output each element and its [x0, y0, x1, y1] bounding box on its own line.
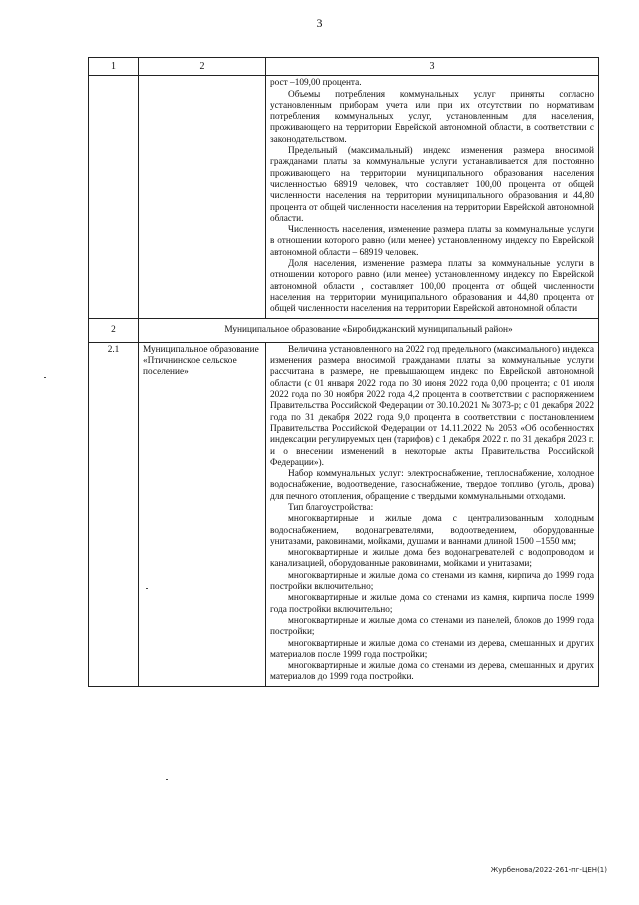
- scan-speck: [44, 377, 46, 378]
- paragraph: рост –109,00 процента.: [270, 78, 362, 89]
- paragraph: Доля населения, изменение размера платы за коммунальные услуги в отношении которого равно (или менее) установленному индексу по Еврейской автономной области , составляет 100,00 процента от общей численности населения на территории муниципального образования и 44,80 процента от общей численности населения на территории Еврейской автономной области: [270, 259, 594, 315]
- paragraph: Численность населения, изменение размера платы за коммунальные услуги в отношении которого равно (или менее) установленному индексу по Еврейской автономной области – 68919 человек.: [270, 225, 594, 258]
- paragraph: Предельный (максимальный) индекс изменения размера вносимой гражданами платы за коммунальные услуги устанавливается для постоянно проживающего на территории муниципального образования населения численностью 68919 человек, что составляет 100,00 процента от общей численности населения на территории муниципального образования и 44,80 процента от общей численности населения на территории Еврейской автономной области.: [270, 146, 594, 224]
- section-title: Муниципальное образование «Биробиджанский муниципальный район»: [139, 318, 599, 342]
- paragraph: многоквартирные и жилые дома без водонагревателей с водопроводом и канализацией, оборудованные раковинами, мойками и унитазами;: [270, 548, 594, 570]
- paragraph: многоквартирные и жилые дома с централизованным холодным водоснабжением, водонагревателями, водоотведением, оборудованные унитазами, раковинами, мойками, душами и ваннами длиной 1500 –1550 мм;: [270, 514, 594, 547]
- paragraph: многоквартирные и жилые дома со стенами из панелей, блоков до 1999 года постройки;: [270, 615, 594, 638]
- paragraph: многоквартирные и жилые дома со стенами из камня, кирпича после 1999 года постройки включительно;: [270, 593, 594, 615]
- row-description: [266, 76, 599, 318]
- paragraph: многоквартирные и жилые дома со стенами из камня, кирпича до 1999 года постройки включительно;: [270, 570, 594, 593]
- header-col-1: 1: [89, 58, 139, 76]
- paragraph: Тип благоустройства:: [288, 502, 374, 513]
- table-section-row: [89, 318, 599, 342]
- paragraph: Набор коммунальных услуг: электроснабжение, теплоснабжение, холодное водоснабжение, водоотведение, газоснабжение, твердое топливо (уголь, дрова) для печного отопления, обращение с твердыми коммунальными отходами.: [270, 469, 594, 502]
- tariff-table: [88, 57, 599, 687]
- municipality-name: Муниципальное образование «Птичнинское сельское поселение»: [139, 342, 266, 686]
- section-number: 2: [89, 318, 139, 342]
- table-row-continuation: [89, 76, 599, 318]
- row-number: 2.1: [89, 342, 139, 686]
- table-row-2-1: [89, 342, 599, 686]
- table-header-row: [89, 58, 599, 76]
- paragraph: многоквартирные и жилые дома со стенами из дерева, смешанных и других материалов после 1999 года постройки;: [270, 638, 594, 660]
- row-description: [266, 342, 599, 686]
- scan-speck: [146, 588, 148, 589]
- page-number: 3: [316, 16, 323, 30]
- document-footer-code: Журбенова/2022-261-пг-ЦЕН(1): [490, 866, 607, 874]
- paragraph: Объемы потребления коммунальных услуг приняты согласно установленным приборам учета или при их отсутствии по нормативам потребления коммунальных услуг, установленным для населения, проживающего на территории Еврейской автономной области, в соответствии с законодательством.: [270, 89, 594, 145]
- paragraph: Величина установленного на 2022 год предельного (максимального) индекса изменения размера вносимой гражданами платы за коммунальные услуги рассчитана в размере, не превышающем индекс по Еврейской автономной области (с 01 января 2022 года по 30 июня 2022 года 0,00 процента; с 01 июля 2022 года по 30 ноября 2022 года 4,2 процента в соответствии с распоряжением Правительства Российской Федерации от 30.10.2021 № 3073-р; с 01 декабря 2022 года по 31 декабря 2022 года 9,0 процента в соответствии с постановлением Правительства Российской Федерации от 14.11.2022 № 2053 «Об особенностях индексации регулируемых цен (тарифов) с 1 декабря 2022 г. по 31 декабря 2023 г. и о внесении изменений в некоторые акты Правительства Российской Федерации»).: [270, 344, 594, 468]
- scan-speck: [166, 779, 168, 780]
- header-col-2: 2: [139, 58, 266, 76]
- header-col-3: 3: [266, 58, 599, 76]
- paragraph: многоквартирные и жилые дома со стенами из дерева, смешанных и других материалов до 1999 года постройки.: [270, 661, 594, 683]
- municipality-name: [139, 76, 266, 318]
- row-number: [89, 76, 139, 318]
